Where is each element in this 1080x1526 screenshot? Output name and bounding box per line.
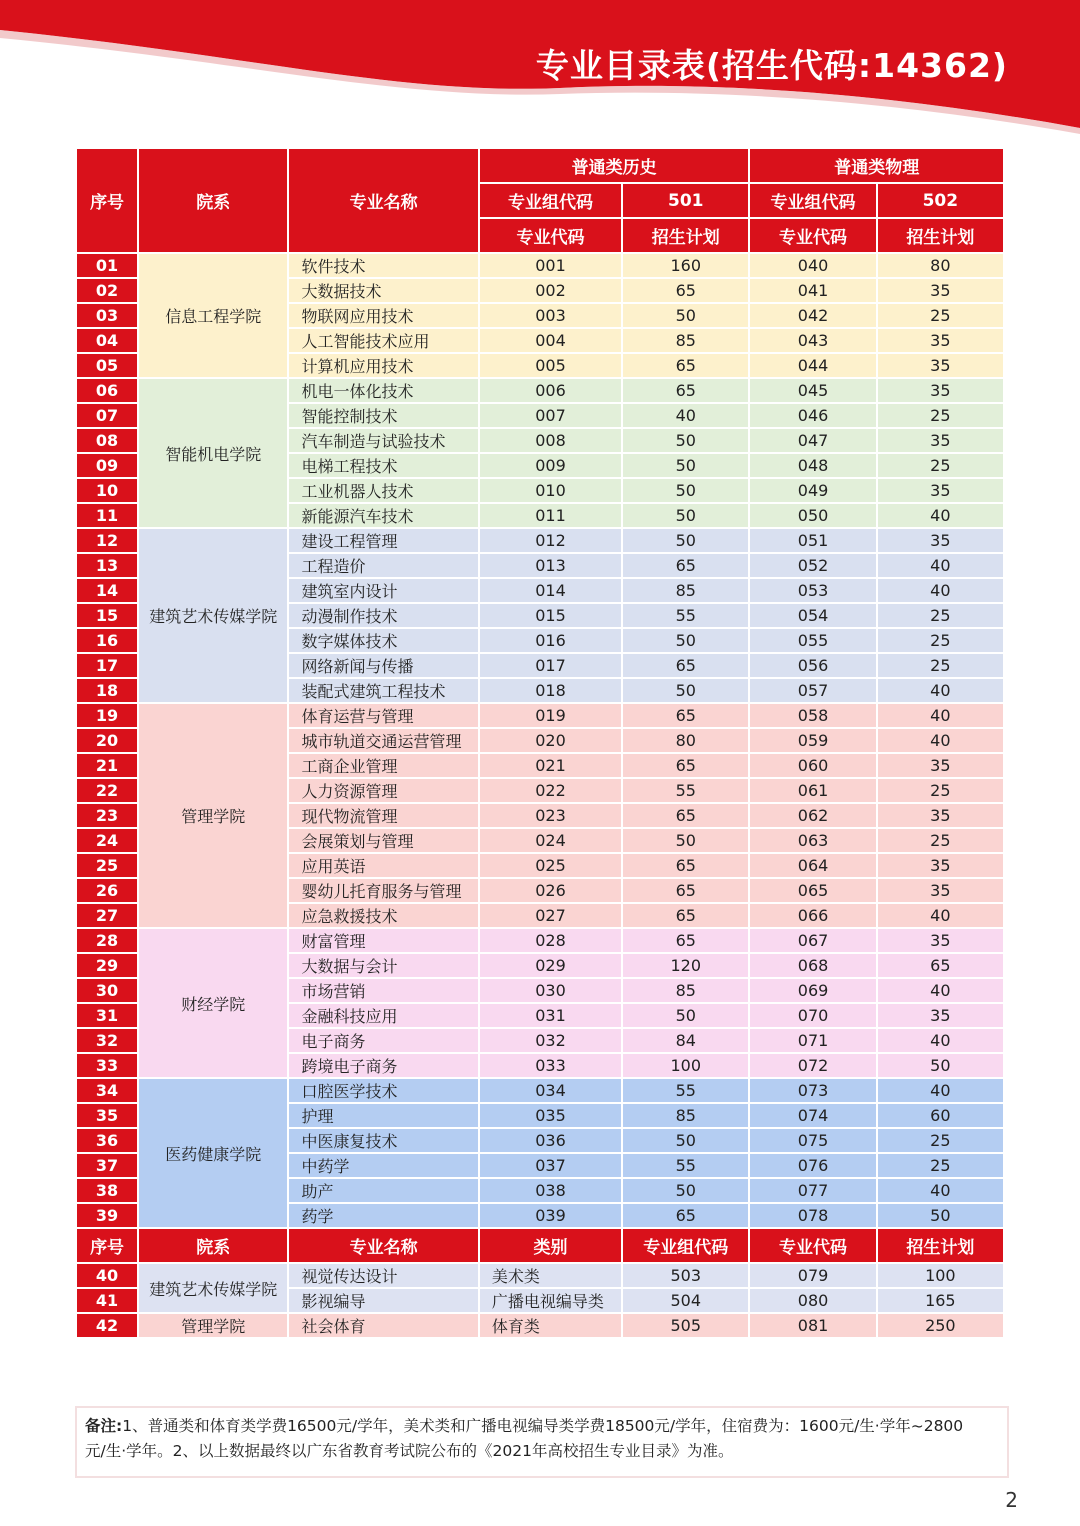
row-number: 30	[76, 978, 138, 1003]
header-hist-group-label: 专业组代码	[479, 183, 622, 218]
major-name: 视觉传达设计	[288, 1263, 478, 1288]
hist-plan: 100	[622, 1053, 749, 1078]
row-number: 20	[76, 728, 138, 753]
hist-plan: 65	[622, 553, 749, 578]
table-row	[76, 1313, 1004, 1338]
hist-plan: 50	[622, 478, 749, 503]
phys-major-code: 044	[749, 353, 876, 378]
hist-major-code: 001	[479, 253, 622, 278]
table-header-2	[76, 1228, 1004, 1263]
row-number: 10	[76, 478, 138, 503]
hist-major-code: 031	[479, 1003, 622, 1028]
hist-major-code: 004	[479, 328, 622, 353]
phys-plan: 40	[877, 1028, 1004, 1053]
hist-major-code: 021	[479, 753, 622, 778]
hist-plan: 65	[622, 353, 749, 378]
hist-major-code: 008	[479, 428, 622, 453]
hist-major-code: 033	[479, 1053, 622, 1078]
hist-plan: 50	[622, 1003, 749, 1028]
phys-plan: 40	[877, 978, 1004, 1003]
hist-major-code: 019	[479, 703, 622, 728]
row-number: 12	[76, 528, 138, 553]
hist-plan: 85	[622, 978, 749, 1003]
phys-plan: 40	[877, 678, 1004, 703]
major-name: 大数据技术	[288, 278, 478, 303]
row-number: 02	[76, 278, 138, 303]
row-number: 24	[76, 828, 138, 853]
header2-category: 类别	[479, 1228, 622, 1263]
department-cell: 建筑艺术传媒学院	[138, 528, 288, 703]
phys-plan: 25	[877, 828, 1004, 853]
row-number: 31	[76, 1003, 138, 1028]
hist-plan: 85	[622, 328, 749, 353]
major-name: 中医康复技术	[288, 1128, 478, 1153]
row-number: 28	[76, 928, 138, 953]
hist-plan: 50	[622, 453, 749, 478]
hist-plan: 65	[622, 753, 749, 778]
phys-major-code: 072	[749, 1053, 876, 1078]
hist-plan: 50	[622, 428, 749, 453]
phys-plan: 40	[877, 703, 1004, 728]
phys-major-code: 040	[749, 253, 876, 278]
hist-plan: 65	[622, 903, 749, 928]
major-name: 数字媒体技术	[288, 628, 478, 653]
hist-major-code: 017	[479, 653, 622, 678]
phys-major-code: 048	[749, 453, 876, 478]
phys-major-code: 064	[749, 853, 876, 878]
phys-plan: 35	[877, 528, 1004, 553]
remarks	[75, 1406, 1009, 1478]
header-phys-group-code: 502	[877, 183, 1004, 218]
category: 广播电视编导类	[479, 1288, 622, 1313]
hist-major-code: 027	[479, 903, 622, 928]
row-number: 19	[76, 703, 138, 728]
hist-plan: 55	[622, 603, 749, 628]
table-row	[76, 378, 1004, 403]
hist-plan: 55	[622, 1153, 749, 1178]
major-name: 影视编导	[288, 1288, 478, 1313]
table-row	[76, 703, 1004, 728]
phys-major-code: 078	[749, 1203, 876, 1228]
phys-plan: 35	[877, 878, 1004, 903]
phys-major-code: 062	[749, 803, 876, 828]
phys-plan: 35	[877, 803, 1004, 828]
major-name: 动漫制作技术	[288, 603, 478, 628]
hist-plan: 65	[622, 853, 749, 878]
department-cell: 财经学院	[138, 928, 288, 1078]
hist-major-code: 023	[479, 803, 622, 828]
hist-plan: 50	[622, 628, 749, 653]
major-name: 药学	[288, 1203, 478, 1228]
row-number: 05	[76, 353, 138, 378]
major-name: 财富管理	[288, 928, 478, 953]
header-physics: 普通类物理	[749, 148, 1004, 183]
phys-major-code: 052	[749, 553, 876, 578]
hist-plan: 80	[622, 728, 749, 753]
row-number: 22	[76, 778, 138, 803]
major-name: 大数据与会计	[288, 953, 478, 978]
row-number: 23	[76, 803, 138, 828]
phys-major-code: 063	[749, 828, 876, 853]
phys-plan: 35	[877, 478, 1004, 503]
hist-plan: 65	[622, 653, 749, 678]
phys-major-code: 041	[749, 278, 876, 303]
hist-plan: 50	[622, 303, 749, 328]
phys-major-code: 061	[749, 778, 876, 803]
hist-major-code: 014	[479, 578, 622, 603]
major-name: 工商企业管理	[288, 753, 478, 778]
row-number: 29	[76, 953, 138, 978]
header2-major-code: 专业代码	[749, 1228, 876, 1263]
group-code: 504	[622, 1288, 749, 1313]
table-row	[76, 253, 1004, 278]
phys-major-code: 046	[749, 403, 876, 428]
category: 体育类	[479, 1313, 622, 1338]
phys-plan: 25	[877, 403, 1004, 428]
hist-plan: 55	[622, 778, 749, 803]
row-number: 26	[76, 878, 138, 903]
hist-plan: 85	[622, 578, 749, 603]
phys-plan: 65	[877, 953, 1004, 978]
hist-major-code: 030	[479, 978, 622, 1003]
major-name: 建筑室内设计	[288, 578, 478, 603]
plan: 100	[877, 1263, 1004, 1288]
phys-major-code: 071	[749, 1028, 876, 1053]
group-code: 505	[622, 1313, 749, 1338]
phys-major-code: 051	[749, 528, 876, 553]
hist-major-code: 013	[479, 553, 622, 578]
row-number: 17	[76, 653, 138, 678]
major-name: 中药学	[288, 1153, 478, 1178]
row-number: 21	[76, 753, 138, 778]
hist-major-code: 012	[479, 528, 622, 553]
phys-plan: 40	[877, 503, 1004, 528]
hist-major-code: 035	[479, 1103, 622, 1128]
major-name: 市场营销	[288, 978, 478, 1003]
major-name: 智能控制技术	[288, 403, 478, 428]
hist-plan: 65	[622, 928, 749, 953]
hist-major-code: 018	[479, 678, 622, 703]
hist-major-code: 037	[479, 1153, 622, 1178]
header-hist-major-code: 专业代码	[479, 218, 622, 253]
row-number: 04	[76, 328, 138, 353]
department-cell: 信息工程学院	[138, 253, 288, 378]
row-number: 35	[76, 1103, 138, 1128]
page-number: 2	[1005, 1488, 1018, 1512]
header-seq: 序号	[76, 148, 138, 253]
hist-major-code: 028	[479, 928, 622, 953]
hist-major-code: 032	[479, 1028, 622, 1053]
hist-plan: 50	[622, 828, 749, 853]
phys-major-code: 075	[749, 1128, 876, 1153]
phys-plan: 35	[877, 753, 1004, 778]
phys-plan: 25	[877, 1128, 1004, 1153]
phys-plan: 40	[877, 553, 1004, 578]
department-cell: 管理学院	[138, 703, 288, 928]
phys-plan: 35	[877, 1003, 1004, 1028]
category: 美术类	[479, 1263, 622, 1288]
phys-major-code: 056	[749, 653, 876, 678]
phys-plan: 35	[877, 853, 1004, 878]
header-phys-major-code: 专业代码	[749, 218, 876, 253]
phys-major-code: 074	[749, 1103, 876, 1128]
major-name: 人工智能技术应用	[288, 328, 478, 353]
department-cell: 智能机电学院	[138, 378, 288, 528]
row-number: 25	[76, 853, 138, 878]
phys-plan: 35	[877, 378, 1004, 403]
hist-major-code: 038	[479, 1178, 622, 1203]
major-name: 城市轨道交通运营管理	[288, 728, 478, 753]
row-number: 39	[76, 1203, 138, 1228]
row-number: 42	[76, 1313, 138, 1338]
phys-plan: 25	[877, 628, 1004, 653]
group-code: 503	[622, 1263, 749, 1288]
major-name: 建设工程管理	[288, 528, 478, 553]
major-name: 现代物流管理	[288, 803, 478, 828]
major-name: 跨境电子商务	[288, 1053, 478, 1078]
major-code: 081	[749, 1313, 876, 1338]
hist-plan: 50	[622, 1128, 749, 1153]
major-catalog-table	[75, 147, 1005, 1339]
major-name: 应急救援技术	[288, 903, 478, 928]
phys-major-code: 059	[749, 728, 876, 753]
hist-major-code: 029	[479, 953, 622, 978]
phys-major-code: 066	[749, 903, 876, 928]
header-major: 专业名称	[288, 148, 478, 253]
hist-plan: 65	[622, 878, 749, 903]
hist-plan: 40	[622, 403, 749, 428]
row-number: 40	[76, 1263, 138, 1288]
hist-major-code: 015	[479, 603, 622, 628]
header-phys-plan: 招生计划	[877, 218, 1004, 253]
hist-major-code: 025	[479, 853, 622, 878]
row-number: 08	[76, 428, 138, 453]
table-row	[76, 1078, 1004, 1103]
major-code: 080	[749, 1288, 876, 1313]
phys-major-code: 055	[749, 628, 876, 653]
row-number: 32	[76, 1028, 138, 1053]
phys-major-code: 058	[749, 703, 876, 728]
hist-plan: 65	[622, 378, 749, 403]
phys-plan: 40	[877, 728, 1004, 753]
remarks-line-2: 元/生·学年。2、以上数据最终以广东省教育考试院公布的《2021年高校招生专业目录》为准。	[85, 1442, 734, 1460]
major-name: 婴幼儿托育服务与管理	[288, 878, 478, 903]
row-number: 18	[76, 678, 138, 703]
phys-major-code: 043	[749, 328, 876, 353]
phys-plan: 40	[877, 903, 1004, 928]
hist-plan: 160	[622, 253, 749, 278]
major-name: 护理	[288, 1103, 478, 1128]
row-number: 06	[76, 378, 138, 403]
phys-plan: 60	[877, 1103, 1004, 1128]
phys-major-code: 065	[749, 878, 876, 903]
plan: 165	[877, 1288, 1004, 1313]
header-phys-group-label: 专业组代码	[749, 183, 876, 218]
header2-plan: 招生计划	[877, 1228, 1004, 1263]
row-number: 14	[76, 578, 138, 603]
hist-major-code: 009	[479, 453, 622, 478]
phys-major-code: 070	[749, 1003, 876, 1028]
phys-plan: 35	[877, 328, 1004, 353]
major-code: 079	[749, 1263, 876, 1288]
row-number: 13	[76, 553, 138, 578]
row-number: 38	[76, 1178, 138, 1203]
phys-plan: 25	[877, 453, 1004, 478]
row-number: 07	[76, 403, 138, 428]
phys-major-code: 053	[749, 578, 876, 603]
hist-major-code: 034	[479, 1078, 622, 1103]
row-number: 41	[76, 1288, 138, 1313]
major-name: 会展策划与管理	[288, 828, 478, 853]
hist-major-code: 024	[479, 828, 622, 853]
phys-plan: 40	[877, 578, 1004, 603]
hist-plan: 85	[622, 1103, 749, 1128]
hist-major-code: 011	[479, 503, 622, 528]
major-name: 软件技术	[288, 253, 478, 278]
hist-major-code: 039	[479, 1203, 622, 1228]
major-name: 机电一体化技术	[288, 378, 478, 403]
hist-major-code: 003	[479, 303, 622, 328]
phys-major-code: 047	[749, 428, 876, 453]
phys-major-code: 073	[749, 1078, 876, 1103]
phys-major-code: 045	[749, 378, 876, 403]
major-name: 物联网应用技术	[288, 303, 478, 328]
major-name: 装配式建筑工程技术	[288, 678, 478, 703]
hist-plan: 65	[622, 1203, 749, 1228]
major-name: 汽车制造与试验技术	[288, 428, 478, 453]
row-number: 34	[76, 1078, 138, 1103]
phys-major-code: 068	[749, 953, 876, 978]
hist-major-code: 022	[479, 778, 622, 803]
phys-plan: 50	[877, 1053, 1004, 1078]
major-name: 新能源汽车技术	[288, 503, 478, 528]
row-number: 33	[76, 1053, 138, 1078]
phys-major-code: 076	[749, 1153, 876, 1178]
phys-major-code: 042	[749, 303, 876, 328]
table-row	[76, 528, 1004, 553]
major-name: 工业机器人技术	[288, 478, 478, 503]
phys-plan: 25	[877, 603, 1004, 628]
phys-plan: 25	[877, 1153, 1004, 1178]
hist-plan: 50	[622, 503, 749, 528]
row-number: 16	[76, 628, 138, 653]
phys-plan: 50	[877, 1203, 1004, 1228]
phys-major-code: 049	[749, 478, 876, 503]
phys-major-code: 050	[749, 503, 876, 528]
phys-plan: 80	[877, 253, 1004, 278]
hist-plan: 65	[622, 703, 749, 728]
header2-dept: 院系	[138, 1228, 288, 1263]
hist-plan: 55	[622, 1078, 749, 1103]
header2-seq: 序号	[76, 1228, 138, 1263]
row-number: 11	[76, 503, 138, 528]
hist-major-code: 026	[479, 878, 622, 903]
hist-major-code: 020	[479, 728, 622, 753]
row-number: 27	[76, 903, 138, 928]
row-number: 09	[76, 453, 138, 478]
hist-major-code: 036	[479, 1128, 622, 1153]
hist-plan: 50	[622, 678, 749, 703]
department-cell: 管理学院	[138, 1313, 288, 1338]
major-name: 网络新闻与传播	[288, 653, 478, 678]
major-name: 工程造价	[288, 553, 478, 578]
phys-major-code: 060	[749, 753, 876, 778]
table-row	[76, 1263, 1004, 1288]
hist-major-code: 005	[479, 353, 622, 378]
major-name: 口腔医学技术	[288, 1078, 478, 1103]
major-name: 社会体育	[288, 1313, 478, 1338]
major-name: 助产	[288, 1178, 478, 1203]
hist-plan: 65	[622, 278, 749, 303]
remarks-line-1: 1、普通类和体育类学费16500元/学年，美术类和广播电视编导类学费18500元/学年，住宿费为：1600元/生·学年~2800	[122, 1417, 964, 1435]
phys-plan: 40	[877, 1178, 1004, 1203]
page-title: 专业目录表(招生代码:14362)	[535, 46, 1008, 85]
row-number: 01	[76, 253, 138, 278]
hist-plan: 65	[622, 803, 749, 828]
phys-plan: 35	[877, 353, 1004, 378]
row-number: 36	[76, 1128, 138, 1153]
phys-plan: 35	[877, 428, 1004, 453]
plan: 250	[877, 1313, 1004, 1338]
hist-major-code: 016	[479, 628, 622, 653]
phys-plan: 35	[877, 278, 1004, 303]
phys-major-code: 067	[749, 928, 876, 953]
phys-major-code: 069	[749, 978, 876, 1003]
header-hist-plan: 招生计划	[622, 218, 749, 253]
hist-plan: 50	[622, 528, 749, 553]
hist-major-code: 007	[479, 403, 622, 428]
row-number: 37	[76, 1153, 138, 1178]
remarks-label: 备注:	[85, 1417, 123, 1435]
phys-plan: 25	[877, 778, 1004, 803]
header2-group-code: 专业组代码	[622, 1228, 749, 1263]
major-name: 电子商务	[288, 1028, 478, 1053]
major-name: 电梯工程技术	[288, 453, 478, 478]
phys-major-code: 057	[749, 678, 876, 703]
phys-plan: 35	[877, 928, 1004, 953]
hist-plan: 84	[622, 1028, 749, 1053]
major-name: 应用英语	[288, 853, 478, 878]
department-cell: 建筑艺术传媒学院	[138, 1263, 288, 1313]
department-cell: 医药健康学院	[138, 1078, 288, 1228]
major-name: 体育运营与管理	[288, 703, 478, 728]
row-number: 15	[76, 603, 138, 628]
header-dept: 院系	[138, 148, 288, 253]
row-number: 03	[76, 303, 138, 328]
major-name: 金融科技应用	[288, 1003, 478, 1028]
phys-major-code: 054	[749, 603, 876, 628]
phys-major-code: 077	[749, 1178, 876, 1203]
header2-major: 专业名称	[288, 1228, 478, 1263]
phys-plan: 25	[877, 303, 1004, 328]
hist-plan: 50	[622, 1178, 749, 1203]
hist-major-code: 002	[479, 278, 622, 303]
major-name: 人力资源管理	[288, 778, 478, 803]
table-row	[76, 928, 1004, 953]
major-name: 计算机应用技术	[288, 353, 478, 378]
hist-plan: 120	[622, 953, 749, 978]
phys-plan: 40	[877, 1078, 1004, 1103]
header-history: 普通类历史	[479, 148, 750, 183]
phys-plan: 25	[877, 653, 1004, 678]
header-hist-group-code: 501	[622, 183, 749, 218]
hist-major-code: 006	[479, 378, 622, 403]
hist-major-code: 010	[479, 478, 622, 503]
